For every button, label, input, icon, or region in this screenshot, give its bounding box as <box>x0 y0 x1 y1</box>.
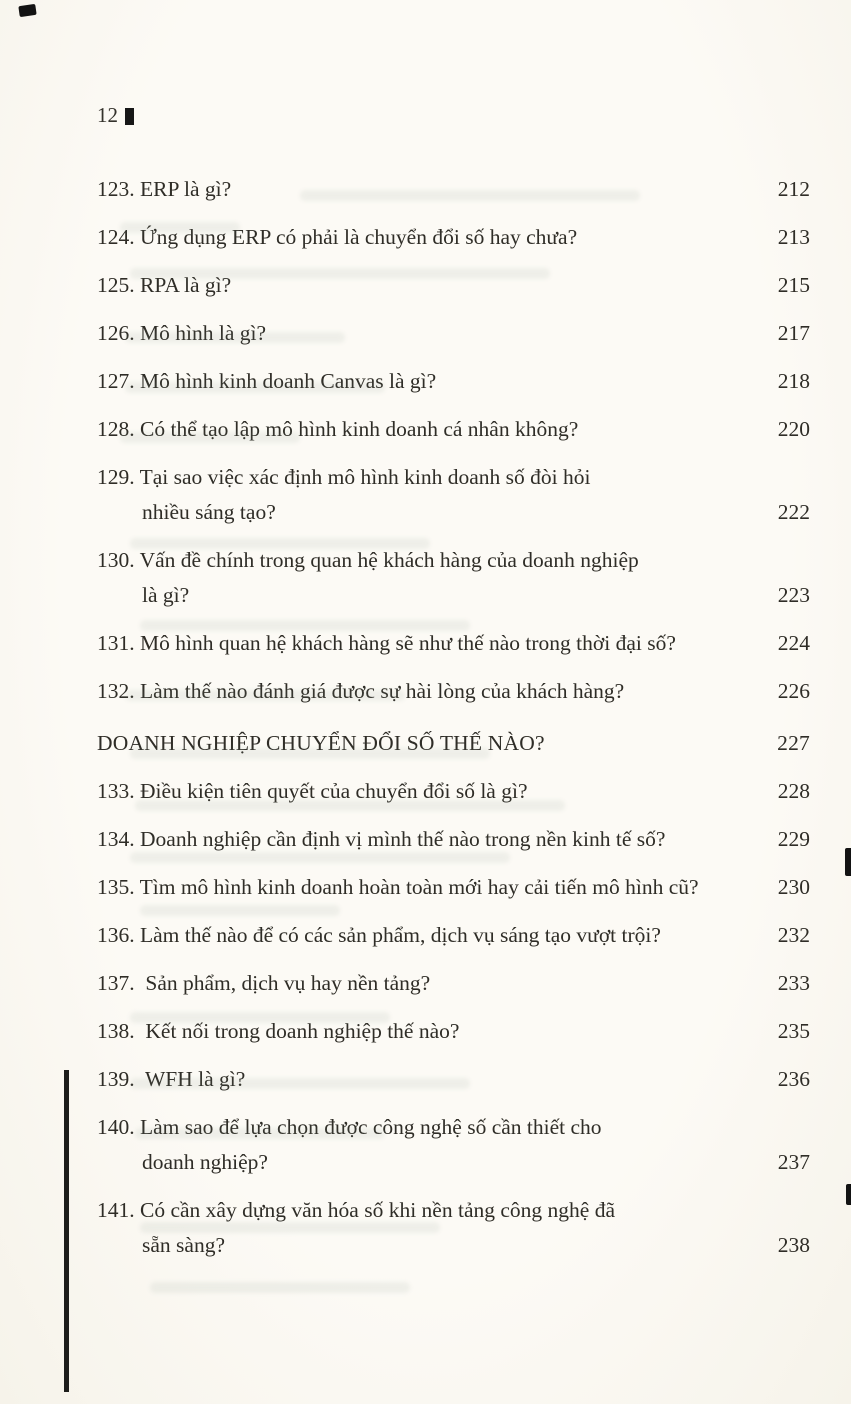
toc-entry-page: 218 <box>777 369 810 393</box>
toc-entry-page: 236 <box>777 1067 810 1091</box>
toc-entry-label: 131. Mô hình quan hệ khách hàng sẽ như thế nào trong thời đại số? <box>97 631 676 655</box>
toc-entry <box>97 626 810 661</box>
toc-entry <box>97 966 810 1001</box>
toc-entry-page: 213 <box>777 225 810 249</box>
page-header <box>97 103 810 128</box>
page-number: 12 <box>97 103 118 127</box>
toc-entry-page: 237 <box>777 1150 810 1174</box>
toc-entry-label: 134. Doanh nghiệp cần định vị mình thế nào trong nền kinh tế số? <box>97 827 666 851</box>
toc-entry <box>97 774 810 809</box>
toc-entry-label: 125. RPA là gì? <box>97 273 232 297</box>
toc-entry-label: 126. Mô hình là gì? <box>97 321 266 345</box>
toc-entry-label: 136. Làm thế nào để có các sản phẩm, dịch vụ sáng tạo vượt trội? <box>97 923 661 947</box>
scan-artifact-top-left <box>18 4 36 17</box>
toc-entry-label: 140. Làm sao để lựa chọn được công nghệ số cần thiết cho doanh nghiệp? <box>97 1115 602 1174</box>
toc-entry <box>97 1110 810 1180</box>
toc-entry <box>97 674 810 709</box>
scan-artifact-right-edge <box>846 1184 851 1205</box>
toc-entry-label: 123. ERP là gì? <box>97 177 232 201</box>
toc-entry-label: 133. Điều kiện tiên quyết của chuyển đổi số là gì? <box>97 779 528 803</box>
toc-entry <box>97 460 810 530</box>
toc-entry-label: 139. WFH là gì? <box>97 1067 246 1091</box>
toc-entry-page: 220 <box>777 417 810 441</box>
header-bar-mark <box>125 108 134 125</box>
toc-entry-label: 132. Làm thế nào đánh giá được sự hài lòng của khách hàng? <box>97 679 625 703</box>
toc-entry-page: 222 <box>777 500 810 524</box>
toc-heading-label: DOANH NGHIỆP CHUYỂN ĐỔI SỐ THẾ NÀO? <box>97 731 545 755</box>
toc-entry <box>97 1014 810 1049</box>
toc-entry <box>97 1193 810 1263</box>
toc-entry <box>97 172 810 207</box>
toc-entry <box>97 918 810 953</box>
toc-entry <box>97 870 810 905</box>
toc-entry-page: 235 <box>777 1019 810 1043</box>
toc-entry-label: 127. Mô hình kinh doanh Canvas là gì? <box>97 369 437 393</box>
toc-entry <box>97 543 810 613</box>
toc-entry-page: 227 <box>777 731 810 755</box>
toc-entry-label: 124. Ứng dụng ERP có phải là chuyển đổi số hay chưa? <box>97 225 578 249</box>
scan-artifact-spine-line <box>64 1070 69 1392</box>
toc-entry-page: 215 <box>777 273 810 297</box>
toc-entry <box>97 822 810 857</box>
toc-entry <box>97 412 810 447</box>
toc-entry <box>97 1062 810 1097</box>
toc-entry-label: 141. Có cần xây dựng văn hóa số khi nền tảng công nghệ đã sẵn sàng? <box>97 1198 615 1257</box>
toc-entry-label: 135. Tìm mô hình kinh doanh hoàn toàn mới hay cải tiến mô hình cũ? <box>97 875 699 899</box>
toc-entry <box>97 364 810 399</box>
toc-entry-page: 230 <box>777 875 810 899</box>
toc-entry-page: 224 <box>777 631 810 655</box>
toc-entry-label: 138. Kết nối trong doanh nghiệp thế nào? <box>97 1019 460 1043</box>
toc-entry-page: 238 <box>777 1233 810 1257</box>
toc-entry-label: 130. Vấn đề chính trong quan hệ khách hàng của doanh nghiệp là gì? <box>97 548 639 607</box>
toc-section-heading <box>97 726 810 761</box>
toc-entry-page: 217 <box>777 321 810 345</box>
scan-artifact-right-edge <box>845 848 851 876</box>
toc-list <box>97 172 810 1263</box>
toc-entry <box>97 220 810 255</box>
toc-entry-page: 229 <box>777 827 810 851</box>
toc-entry-label: 129. Tại sao việc xác định mô hình kinh doanh số đòi hỏi nhiều sáng tạo? <box>97 465 591 524</box>
toc-entry-page: 228 <box>777 779 810 803</box>
toc-entry <box>97 268 810 303</box>
toc-entry <box>97 316 810 351</box>
toc-entry-page: 226 <box>777 679 810 703</box>
toc-entry-page: 233 <box>777 971 810 995</box>
toc-entry-label: 137. Sản phẩm, dịch vụ hay nền tảng? <box>97 971 431 995</box>
toc-entry-page: 223 <box>777 583 810 607</box>
toc-entry-page: 212 <box>777 177 810 201</box>
toc-entry-label: 128. Có thể tạo lập mô hình kinh doanh cá nhân không? <box>97 417 579 441</box>
toc-entry-page: 232 <box>777 923 810 947</box>
